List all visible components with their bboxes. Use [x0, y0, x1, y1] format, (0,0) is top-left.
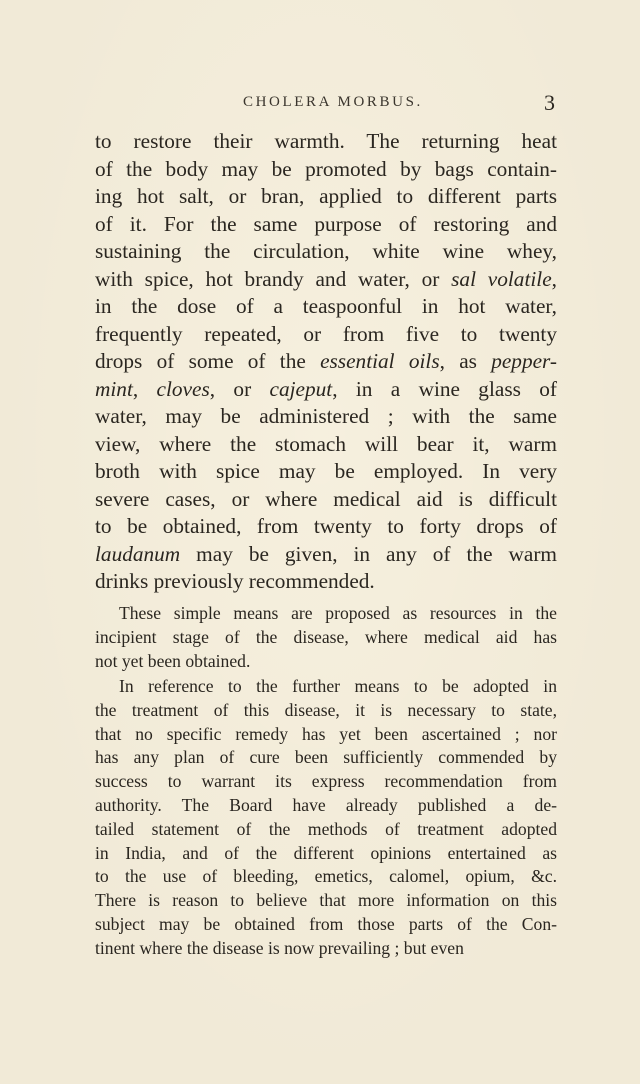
- text-line: [95, 458, 557, 486]
- text-run: ,: [132, 376, 157, 401]
- text-line: [95, 913, 557, 937]
- text-line: [95, 602, 557, 626]
- text-line: [95, 403, 557, 431]
- paragraph-2: [95, 602, 557, 673]
- italic-text: essential oils: [320, 349, 440, 373]
- text-run: of the body may be promoted by bags contain-: [95, 156, 557, 181]
- text-run: in India, and of the different opinions entertained as: [95, 842, 557, 863]
- italic-text: cajeput: [269, 376, 333, 401]
- text-run: ing hot salt, or bran, applied to different parts: [95, 184, 557, 208]
- text-line: [95, 746, 557, 770]
- text-run: , in a wine glass of: [332, 376, 557, 401]
- text-line: [95, 818, 557, 842]
- text-run: drops of some of the: [95, 349, 321, 373]
- text-line: [95, 348, 557, 376]
- text-run: with spice, hot brandy and water, or: [95, 266, 452, 291]
- text-line: [95, 541, 557, 569]
- text-run: , or: [209, 376, 270, 401]
- text-line: [95, 376, 557, 404]
- italic-text: mint: [95, 376, 133, 401]
- text-line: [95, 937, 557, 961]
- page-number: 3: [544, 90, 555, 115]
- text-line: [95, 293, 557, 321]
- text-run: drinks previously recommended.: [95, 569, 375, 593]
- running-head: [0, 90, 640, 114]
- text-run: tinent where the disease is now prevailing ; but even: [95, 937, 464, 958]
- text-run: has any plan of cure been sufficiently commended by: [95, 747, 557, 768]
- text-run: frequently repeated, or from five to twenty: [95, 321, 557, 346]
- text-line: [95, 650, 557, 674]
- text-line: [95, 842, 557, 866]
- text-line: [95, 513, 557, 541]
- text-line: [95, 626, 557, 650]
- italic-text: sal volatile: [451, 266, 552, 291]
- text-run: in the dose of a teaspoonful in hot water,: [95, 294, 557, 318]
- text-run: not yet been obtained.: [95, 650, 251, 671]
- text-run: These simple means are proposed as resources in the: [119, 603, 557, 623]
- paragraph-1: [95, 128, 557, 596]
- italic-text: cloves: [156, 376, 210, 401]
- text-run: to be obtained, from twenty to forty drops of: [95, 514, 557, 538]
- text-run: sustaining the circulation, white wine whey,: [95, 239, 557, 263]
- text-run: to restore their warmth. The returning heat: [95, 129, 557, 153]
- text-run: There is reason to believe that more information on this: [95, 890, 557, 911]
- text-run: , as: [439, 349, 492, 373]
- text-run: may be given, in any of the warm: [180, 541, 557, 566]
- text-run: to the use of bleeding, emetics, calomel, opium, &c.: [95, 866, 557, 887]
- text-run: tailed statement of the methods of treatment adopted: [95, 818, 557, 839]
- text-line: [95, 156, 557, 184]
- text-run: incipient stage of the disease, where medical aid has: [95, 626, 557, 647]
- text-line: [95, 770, 557, 794]
- text-line: [95, 699, 557, 723]
- text-line: [95, 889, 557, 913]
- text-run: ,: [551, 266, 557, 291]
- text-line: [95, 321, 557, 349]
- italic-text: pepper-: [491, 349, 557, 373]
- text-run: In reference to the further means to be adopted in: [119, 676, 557, 696]
- text-line: [95, 794, 557, 818]
- text-line: [95, 266, 557, 294]
- text-run: success to warrant its express recommendation from: [95, 771, 557, 792]
- text-run: the treatment of this disease, it is necessary to state,: [95, 699, 557, 720]
- text-line: [95, 568, 557, 596]
- text-run: water, may be administered ; with the same: [95, 404, 557, 428]
- text-line: [95, 183, 557, 211]
- text-run: broth with spice may be employed. In very: [95, 459, 557, 483]
- text-line: [95, 486, 557, 514]
- running-title: CHOLERA MORBUS.: [243, 94, 423, 110]
- text-line: [95, 675, 557, 699]
- text-run: of it. For the same purpose of restoring and: [95, 211, 557, 236]
- text-run: that no specific remedy has yet been ascertained ; nor: [95, 723, 557, 744]
- text-line: [95, 865, 557, 889]
- text-run: subject may be obtained from those parts of the Con-: [95, 913, 557, 934]
- text-line: [95, 211, 557, 239]
- text-line: [95, 431, 557, 459]
- text-line: [95, 128, 557, 156]
- text-run: authority. The Board have already published a de-: [95, 794, 557, 815]
- text-line: [95, 238, 557, 266]
- italic-text: laudanum: [95, 541, 181, 566]
- text-run: severe cases, or where medical aid is difficult: [95, 486, 557, 511]
- text-run: view, where the stomach will bear it, warm: [95, 431, 557, 456]
- text-line: [95, 723, 557, 747]
- paragraph-3: [95, 675, 557, 961]
